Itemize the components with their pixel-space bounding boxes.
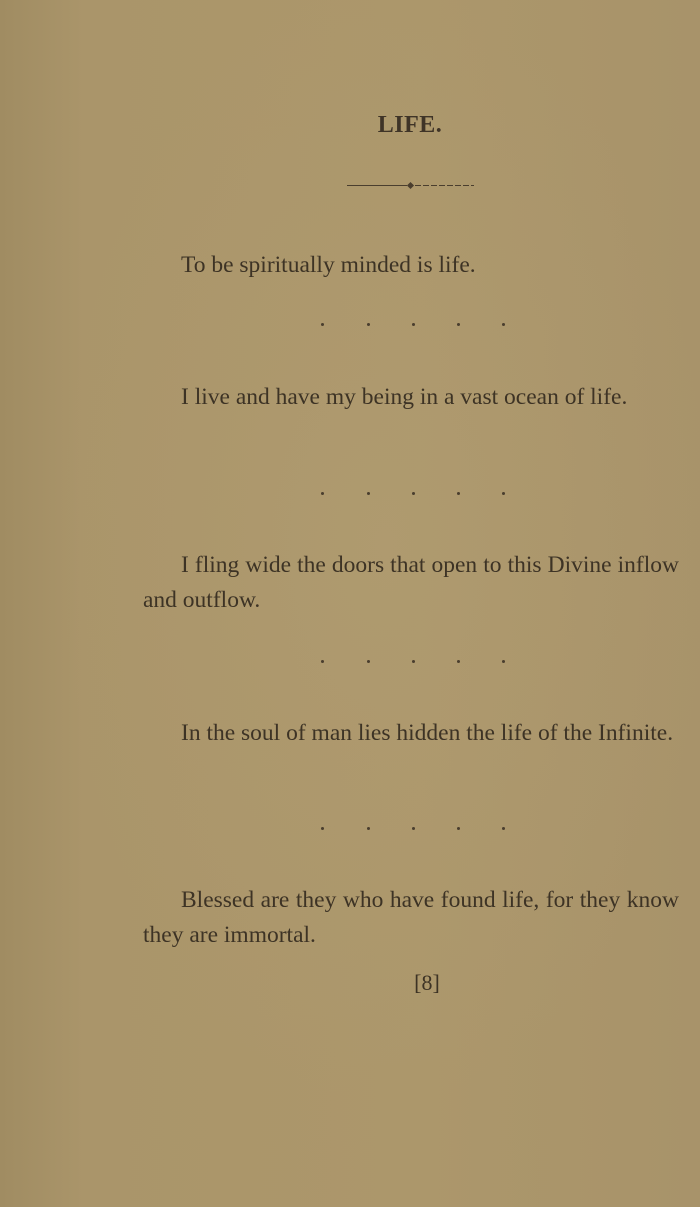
section-divider-dots [321,660,521,666]
paragraph-3: I fling wide the doors that open to this Divine inflow and outflow. [143,552,679,613]
ornament-line-left [347,185,407,186]
title-ornament [347,184,474,188]
paragraph-1: To be spiritually minded is life. [181,252,476,278]
page-title: LIFE. [377,112,443,138]
paragraph-2: I live and have my being in a vast ocean of life. [181,384,628,410]
ornament-line-right [415,185,474,186]
page-number: [8] [414,970,440,995]
section-divider-dots [321,323,521,329]
section-divider-dots [321,492,521,498]
paragraph-4: In the soul of man lies hidden the life of the Infinite. [181,720,674,746]
ornament-diamond [407,182,414,189]
paragraph-5: Blessed are they who have found life, for they know they are immortal. [143,887,679,948]
section-divider-dots [321,827,521,833]
